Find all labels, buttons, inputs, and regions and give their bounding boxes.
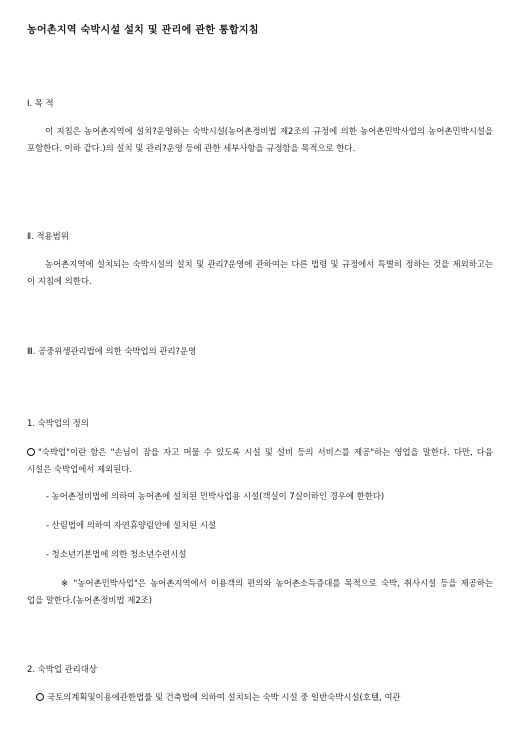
scope-item [36,692,401,703]
circle-bullet-icon [27,448,35,456]
section-1-heading: Ⅰ. 목 적 [27,98,54,108]
section-2-heading: Ⅱ. 적용범위 [27,231,69,241]
note-paragraph: ※ "농어촌민박사업"은 농어촌지역에서 이용객의 편의와 농어촌소득증대를 목적으로 숙박, 취사시설 등을 제공하는 업을 말한다.(농어촌정비법 제2조) [27,578,493,605]
scope-item-text: 국토의계획및이용에관한법률 및 건축법에 의하여 설치되는 숙박 시설 중 일반숙박시설(호텔, 여관 [47,692,401,702]
definition-text: "숙박업"이란 함은 "손님이 잠을 자고 머물 수 있도록 시설 및 설비 등의 서비스를 제공"하는 영업을 말한다. 다만, 다음 시설은 숙박업에서 제외된다. [27,447,493,474]
circle-bullet-icon [36,693,44,701]
subsection-1-heading: 1. 숙박업의 정의 [27,418,89,428]
subsection-2-heading: 2. 숙박업 관리대상 [27,664,97,674]
page-title: 농어촌지역 숙박시설 설치 및 관리에 관한 통합지침 [27,25,259,36]
definition-paragraph [27,444,493,478]
section-3-heading: Ⅲ. 공중위생관리법에 의한 숙박업의 관리?운영 [27,346,197,356]
exclusion-item: - 산림법에 의하여 자연휴양림안에 설치된 시설 [46,520,217,530]
exclusion-item: - 농어촌정비법에 의하여 농어촌에 설치된 민박사업용 시설(객실이 7실이하인 경우에 한한다) [46,491,385,501]
exclusion-item: - 청소년기본법에 의한 청소년수련시설 [46,549,187,559]
section-2-body: 농어촌지역에 설치되는 숙박시설의 설치 및 관리?운영에 관하여는 다른 법령 및 규정에서 특별히 정하는 것을 제외하고는 이 지침에 의한다. [27,259,493,286]
section-1-body: 이 지침은 농어촌지역에 설치?운영하는 숙박시설(농어촌정비법 제2조의 규정에 의한 농어촌민박사업의 농어촌민박시설을 포함한다. 이하 같다.)의 설치 및 관리?운영 등에 관한 세부사항을 규정함을 목적으로 한다. [27,126,493,153]
